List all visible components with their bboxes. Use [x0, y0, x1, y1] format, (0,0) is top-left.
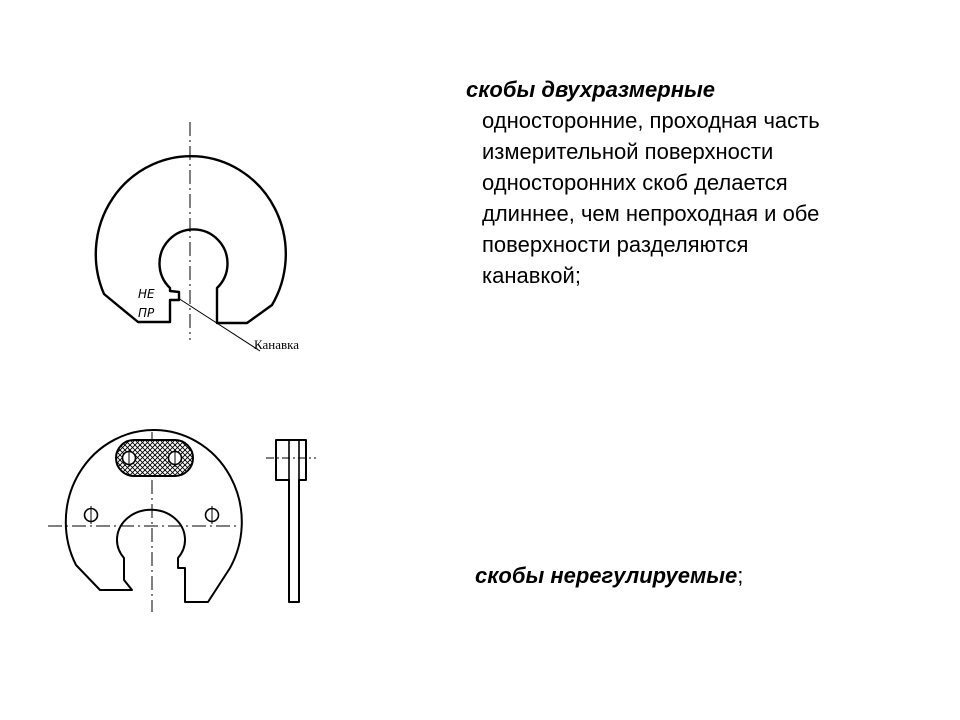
title-non-adjustable-suffix: ;	[737, 563, 744, 588]
description-non-adjustable	[475, 560, 935, 591]
body-double-size: односторонние, проходная часть измерительной поверхности односторонних скоб делается длиннее, чем непроходная и обе поверхности разделяются канавкой;	[482, 108, 820, 288]
gauge-figure-non-adjustable-front	[48, 430, 242, 612]
label-ne: НЕ	[138, 287, 155, 301]
description-double-size	[466, 74, 936, 291]
gauge-figure-double-size	[96, 122, 299, 352]
title-non-adjustable: скобы нерегулируемые	[475, 563, 738, 588]
label-pr: ПР	[138, 306, 155, 320]
title-double-size: скобы двухразмерные	[466, 77, 716, 102]
gauge-figure-non-adjustable-side	[266, 440, 316, 602]
gauge-body-outline	[96, 156, 286, 323]
label-groove: Канавка	[254, 337, 300, 352]
side-view-outline	[276, 440, 306, 602]
